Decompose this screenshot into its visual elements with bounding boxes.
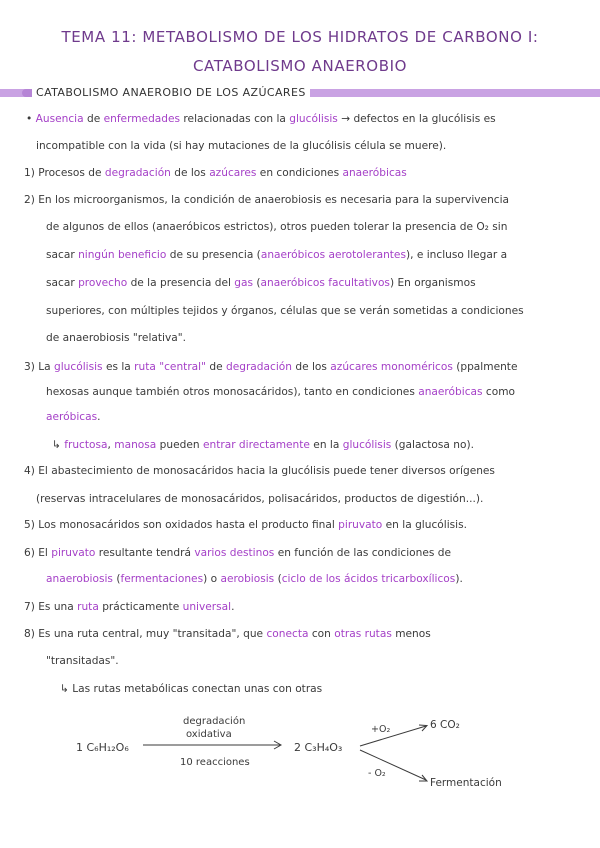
highlighted-term: otras rutas [334, 628, 392, 640]
note-text: con [308, 628, 335, 640]
note-text: en la [309, 439, 343, 451]
note-text: pueden [156, 439, 203, 451]
note-line [46, 248, 507, 262]
highlighted-term: entrar directamente [202, 439, 310, 451]
note-line [24, 518, 467, 532]
note-text: de los [170, 167, 210, 179]
note-line [60, 682, 322, 696]
highlighted-term: glucólisis [289, 113, 338, 125]
note-text: . [97, 411, 101, 423]
arrow-bottom-label: 10 reacciones [180, 757, 250, 768]
highlighted-term: aeróbicas [46, 411, 98, 423]
highlighted-term: ciclo de los ácidos tricarboxílicos [281, 573, 456, 585]
note-text: en condiciones [256, 167, 343, 179]
highlighted-term: glucólisis [54, 361, 103, 373]
note-text: hexosas aunque también otros monosacáridos), tanto en condiciones [46, 386, 419, 398]
note-text: (reservas intracelulares de monosacáridos, polisacáridos, productos de digestión...). [36, 493, 484, 505]
note-text: menos [391, 628, 431, 640]
anaerobic-product-label: Fermentación [430, 777, 502, 789]
product-label: 2 C₃H₄O₃ [294, 741, 343, 754]
highlighted-term: fermentaciones [120, 573, 204, 585]
page-title: TEMA 11: METABOLISMO DE LOS HIDRATOS DE CARBONO I: [61, 28, 539, 46]
section-heading: CATABOLISMO ANAEROBIO DE LOS AZÚCARES [32, 86, 310, 99]
note-line [24, 166, 407, 180]
note-text: 7) Es una [24, 601, 78, 613]
note-text: en la glucólisis. [382, 519, 467, 531]
note-line [46, 220, 507, 234]
note-text: ), e incluso llegar a [405, 249, 508, 261]
note-text: ( [253, 277, 261, 289]
highlighted-term: anaeróbicos facultativos [260, 277, 390, 289]
highlighted-term: glucólisis [342, 439, 392, 451]
highlighted-term: varios destinos [194, 547, 275, 559]
note-line [46, 276, 476, 290]
note-text: "transitadas". [46, 655, 119, 667]
plus-o2-label: +O₂ [371, 724, 391, 735]
highlighted-term: conecta [266, 628, 309, 640]
note-text: 3) La [24, 361, 55, 373]
note-text: como [482, 386, 516, 398]
note-text: 8) Es una ruta central, muy "transitada", que [24, 628, 267, 640]
note-text: sacar [46, 249, 79, 261]
highlighted-term: anaeróbicos aerotolerantes [260, 249, 406, 261]
highlighted-term: universal [182, 601, 232, 613]
note-text: sacar [46, 277, 79, 289]
note-text: 1) Procesos de [24, 167, 105, 179]
minus-o2-label: - O₂ [368, 768, 386, 779]
highlighted-term: piruvato [338, 519, 383, 531]
note-line [46, 304, 524, 318]
note-text: (galactosa no). [391, 439, 474, 451]
highlighted-term: azúcares monoméricos [330, 361, 453, 373]
note-text: . [231, 601, 235, 613]
note-text: de la presencia del [127, 277, 235, 289]
note-text: ) o [203, 573, 221, 585]
note-line [46, 410, 101, 424]
anaerobic-arrow-head-icon [419, 775, 427, 781]
note-text: prácticamente [98, 601, 183, 613]
note-text: de algunos de ellos (anaeróbicos estrictos), otros pueden tolerar la presencia de O₂ sin [46, 221, 508, 233]
highlighted-term: ruta "central" [134, 361, 206, 373]
highlighted-term: anaeróbicas [418, 386, 483, 398]
note-text: de los [291, 361, 331, 373]
note-line [26, 112, 496, 126]
note-text: relacionadas con la [180, 113, 290, 125]
highlighted-term: degradación [104, 167, 171, 179]
note-line [46, 654, 119, 668]
note-text: es la [102, 361, 135, 373]
note-text: incompatible con la vida (si hay mutaciones de la glucólisis célula se muere). [36, 140, 447, 152]
reactant-label: 1 C₆H₁₂O₆ [76, 741, 129, 754]
note-line [52, 438, 474, 452]
highlighted-term: degradación [225, 361, 292, 373]
note-line [24, 360, 517, 374]
highlighted-term: enfermedades [103, 113, 181, 125]
highlighted-term: Ausencia [35, 113, 84, 125]
highlighted-term: piruvato [51, 547, 96, 559]
highlighted-term: ruta [77, 601, 99, 613]
note-text: 5) Los monosacáridos son oxidados hasta el producto final [24, 519, 339, 531]
aerobic-branch-arrow [360, 726, 426, 746]
highlighted-term: azúcares [209, 167, 257, 179]
note-text: ( [274, 573, 282, 585]
note-text: ( [112, 573, 121, 585]
note-text: ) En organismos [389, 277, 476, 289]
note-text: 6) El [24, 547, 52, 559]
highlighted-term: manosa [114, 439, 157, 451]
note-text: → defectos en la glucólisis es [337, 113, 496, 125]
note-text: de su presencia ( [166, 249, 261, 261]
highlighted-term: anaerobiosis [46, 573, 113, 585]
page-subtitle: CATABOLISMO ANAEROBIO [192, 57, 408, 75]
note-line [24, 627, 431, 641]
note-text: • [26, 113, 36, 125]
note-text: , [107, 439, 115, 451]
note-text: superiores, con múltiples tejidos y órganos, células que se verán sometidas a condiciones [46, 305, 524, 317]
highlighted-term: anaeróbicas [342, 167, 407, 179]
note-text: resultante tendrá [95, 547, 195, 559]
note-text: 2) En los microorganismos, la condición de anaerobiosis es necesaria para la supervivencia [24, 194, 510, 206]
note-line [46, 331, 186, 345]
highlighted-term: fructosa [64, 439, 108, 451]
note-text: de anaerobiosis "relativa". [46, 332, 186, 344]
glycolysis-diagram [0, 700, 600, 810]
note-line [46, 385, 515, 399]
note-line [36, 139, 446, 153]
arrow-top-label-1: degradación [183, 716, 246, 727]
note-line [36, 492, 483, 506]
note-line [24, 193, 509, 207]
note-text: ). [455, 573, 463, 585]
note-line [24, 546, 451, 560]
note-text: de [206, 361, 226, 373]
note-line [46, 572, 463, 586]
note-text: ↳ [52, 439, 65, 451]
note-text: 4) El abastecimiento de monosacáridos hacia la glucólisis puede tener diversos orígenes [24, 465, 495, 477]
note-text: (ppalmente [452, 361, 518, 373]
note-text: de [83, 113, 104, 125]
arrow-top-label-2: oxidativa [186, 729, 232, 740]
highlighted-term: provecho [78, 277, 128, 289]
note-text: ↳ Las rutas metabólicas conectan unas con otras [60, 683, 323, 695]
note-line [24, 600, 234, 614]
highlighted-term: gas [234, 277, 254, 289]
note-text: en función de las condiciones de [274, 547, 452, 559]
aerobic-product-label: 6 CO₂ [430, 719, 460, 731]
highlighted-term: ningún beneficio [78, 249, 167, 261]
note-line [24, 464, 495, 478]
highlighted-term: aerobiosis [220, 573, 275, 585]
